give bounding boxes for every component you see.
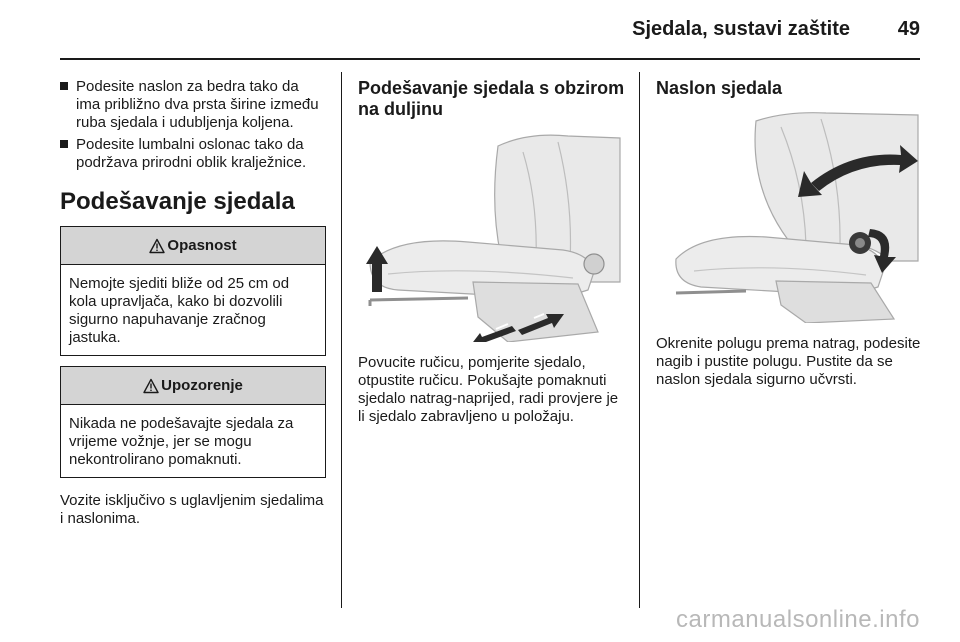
page-number: 49 (897, 18, 920, 40)
list-item (60, 136, 326, 172)
header-rule (60, 58, 920, 60)
danger-box-header (61, 227, 325, 265)
warning-box-title: Upozorenje (161, 377, 243, 394)
watermark: carmanualsonline.info (676, 606, 920, 633)
subsection-heading: Naslon sjedala (656, 78, 783, 98)
seat-backrest-adjustment-illustration-icon (656, 111, 920, 323)
warning-box-text: Nikada ne podešavajte sjedala za vrijeme vožnje, jer se mogu nekontrolirano pomaknuti. (69, 415, 294, 468)
bullet-text: Podesite naslon za bedra tako da ima približno dva prsta širine između ruba sjedala i udubljenja koljena. (76, 78, 319, 131)
closing-paragraph: Vozite isključivo s uglavljenim sjedalima i naslonima. (60, 492, 324, 527)
warning-triangle-icon (143, 378, 159, 394)
warning-box-header (61, 367, 325, 405)
column-divider-2 (639, 72, 640, 608)
column-3 (656, 78, 922, 389)
danger-box (60, 226, 326, 356)
list-item (60, 78, 326, 132)
header-title: Sjedala, sustavi zaštite (632, 18, 850, 40)
warning-box (60, 366, 326, 478)
danger-box-text: Nemojte sjediti bliže od 25 cm od kola upravljača, kako bi dozvolili sigurno napuhavanje zračnog jastuka. (69, 275, 290, 346)
bullet-square-icon (60, 140, 68, 148)
column-2 (358, 78, 626, 426)
warning-triangle-icon (149, 238, 165, 254)
subsection-heading: Podešavanje sjedala s obzirom na duljinu (358, 78, 625, 119)
subsection-paragraph: Povucite ručicu, pomjerite sjedalo, otpustite ručicu. Pokušajte pomaknuti sjedalo natrag-naprijed, radi provjere je li sjedalo zabravljeno u položaju. (358, 354, 619, 425)
subsection-paragraph: Okrenite polugu prema natrag, podesite nagib i pustite polugu. Pustite da se naslon sjedala sigurno učvrsti. (656, 335, 921, 388)
seat-length-adjustment-illustration-icon (358, 132, 622, 342)
bullet-square-icon (60, 82, 68, 90)
section-heading: Podešavanje sjedala (60, 188, 295, 215)
column-divider-1 (341, 72, 342, 608)
bullet-list (60, 78, 326, 172)
bullet-text: Podesite lumbalni oslonac tako da podržava prirodni oblik kralježnice. (76, 136, 307, 171)
danger-box-title: Opasnost (167, 237, 237, 254)
column-1 (60, 78, 326, 528)
